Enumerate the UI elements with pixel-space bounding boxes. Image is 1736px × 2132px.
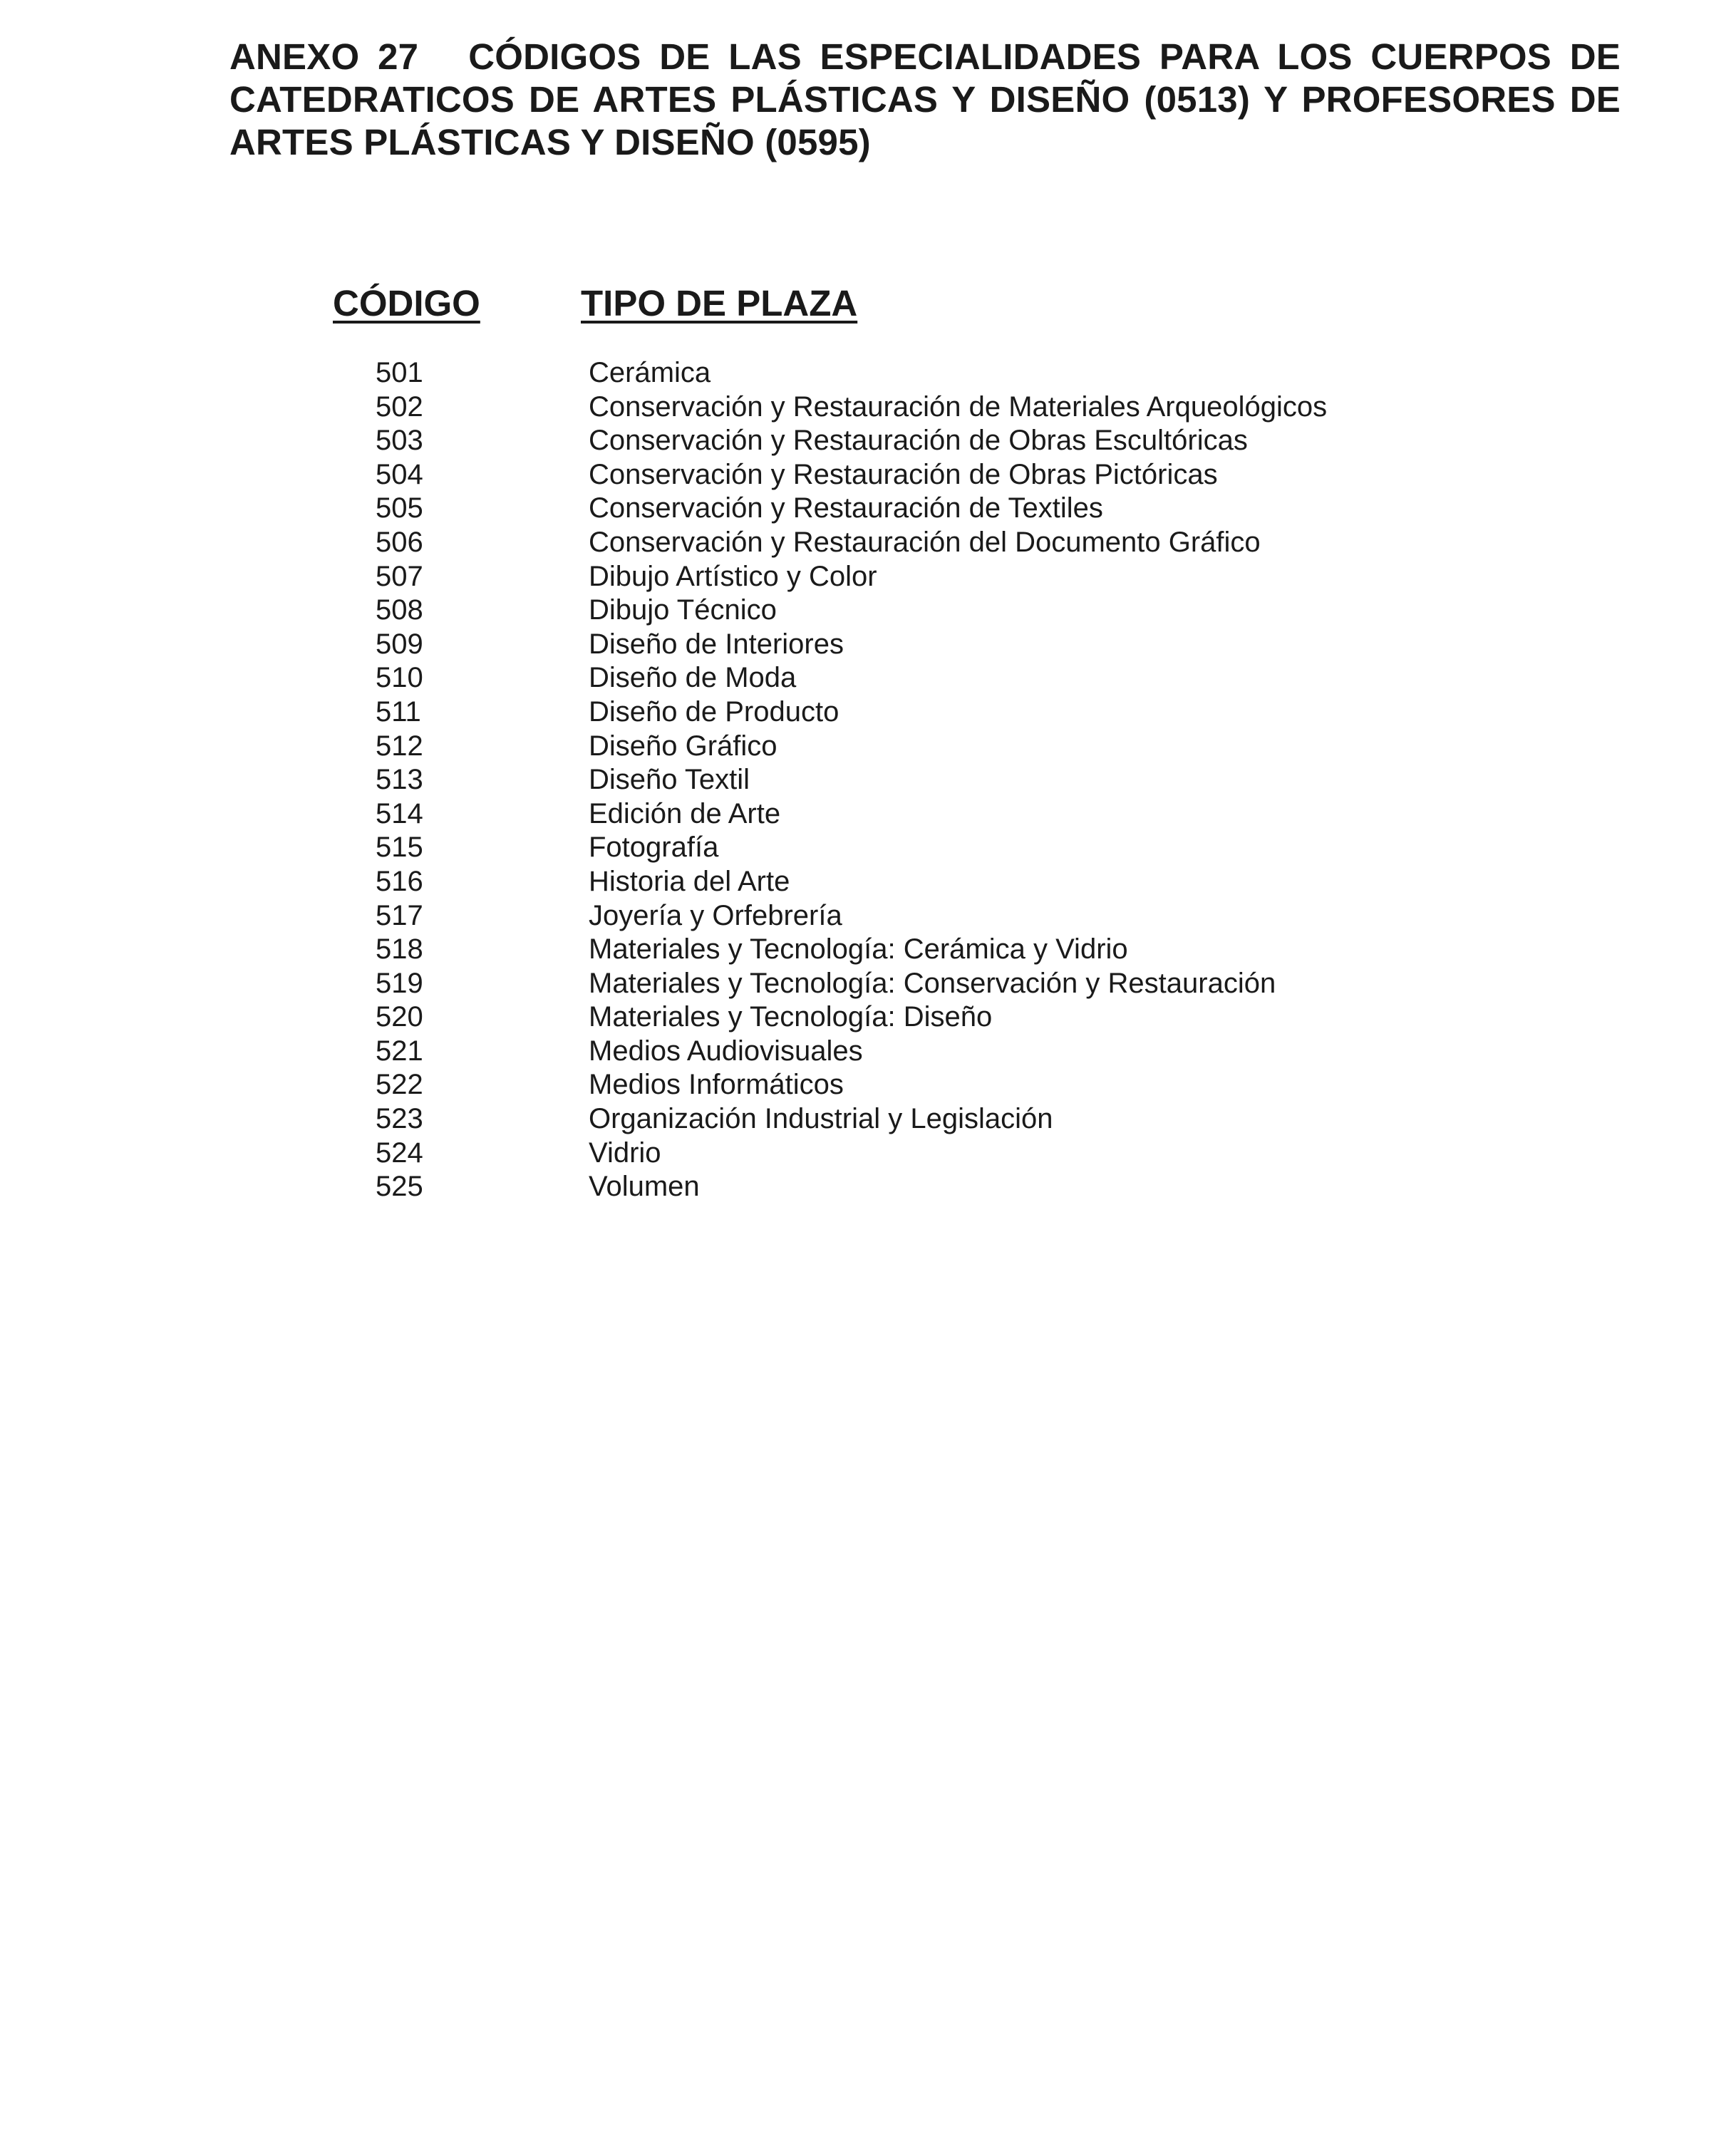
specialty-name: Edición de Arte [589,797,781,829]
specialty-name: Diseño de Producto [589,695,839,728]
specialty-name: Organización Industrial y Legislación [589,1103,1053,1135]
specialty-code: 525 [376,1171,423,1203]
table-row [0,458,1736,492]
specialty-name: Conservación y Restauración de Obras Pictóricas [589,458,1218,490]
specialty-name: Medios Informáticos [589,1069,844,1101]
table-row [0,865,1736,899]
specialty-code: 508 [376,594,423,626]
specialty-name: Diseño Textil [589,764,750,796]
specialty-code: 522 [376,1069,423,1101]
table-row [0,390,1736,425]
specialty-code: 509 [376,628,423,660]
specialty-name: Materiales y Tecnología: Cerámica y Vidrio [589,933,1128,966]
table-row [0,1035,1736,1069]
table-row [0,560,1736,594]
specialty-code: 524 [376,1137,423,1169]
specialty-name: Conservación y Restauración de Textiles [589,492,1103,524]
specialty-code: 518 [376,933,423,966]
table-row [0,628,1736,662]
specialty-name: Joyería y Orfebrería [589,899,842,931]
column-header-type: TIPO DE PLAZA [581,283,858,324]
table-row [0,763,1736,797]
table-row [0,1000,1736,1035]
specialty-code: 507 [376,560,423,592]
specialty-code: 502 [376,390,423,423]
specialty-name: Conservación y Restauración del Documento Gráfico [589,526,1261,558]
specialty-name: Diseño de Moda [589,662,797,694]
specialty-code: 510 [376,662,423,694]
specialty-code: 511 [376,695,421,728]
specialty-name: Diseño Gráfico [589,730,777,762]
table-row [0,492,1736,526]
specialty-name: Vidrio [589,1137,661,1169]
table-row [0,1170,1736,1204]
document-title [229,36,1621,164]
specialty-code: 512 [376,730,423,762]
annex-label: ANEXO 27 [229,36,419,77]
table-row [0,356,1736,390]
specialty-code: 505 [376,492,423,524]
specialty-code: 519 [376,967,423,999]
table-row [0,695,1736,730]
specialty-name: Conservación y Restauración de Obras Escultóricas [589,425,1248,457]
table-row [0,1137,1736,1171]
table-row [0,933,1736,967]
specialty-code: 514 [376,797,423,829]
specialty-name: Materiales y Tecnología: Conservación y Restauración [589,967,1276,999]
table-row [0,899,1736,933]
specialty-code: 504 [376,458,423,490]
table-row [0,831,1736,865]
specialty-name: Historia del Arte [589,865,790,897]
table-row [0,1068,1736,1102]
specialty-code: 515 [376,832,423,864]
specialty-code: 516 [376,865,423,897]
specialty-name: Volumen [589,1171,700,1203]
table-row [0,1102,1736,1137]
specialty-name: Medios Audiovisuales [589,1035,863,1067]
table-row [0,661,1736,695]
specialty-name: Materiales y Tecnología: Diseño [589,1001,993,1033]
specialty-code: 503 [376,425,423,457]
specialty-code: 523 [376,1103,423,1135]
specialty-code: 501 [376,357,423,388]
table-row [0,730,1736,764]
table-row [0,424,1736,458]
table-row [0,526,1736,560]
specialty-name: Diseño de Interiores [589,628,844,660]
table-row [0,967,1736,1001]
specialty-code: 513 [376,764,423,796]
specialty-name: Fotografía [589,832,719,864]
column-header-code: CÓDIGO [333,283,480,324]
table-row [0,797,1736,832]
specialty-code: 520 [376,1001,423,1033]
specialty-code: 506 [376,526,423,558]
specialty-name: Cerámica [589,357,711,388]
table-row [0,594,1736,628]
annex-title: CÓDIGOS DE LAS ESPECIALIDADES PARA LOS CUERPOS DE CATEDRATICOS DE ARTES PLÁSTICAS Y DISEÑO (0513) Y PROFESORES DE ARTES PLÁSTICAS Y DISEÑO (0595) [229,36,1621,162]
specialty-name: Dibujo Artístico y Color [589,560,877,592]
specialty-name: Conservación y Restauración de Materiales Arqueológicos [589,390,1328,423]
specialty-code: 517 [376,899,423,931]
specialty-code: 521 [376,1035,423,1067]
specialty-name: Dibujo Técnico [589,594,777,626]
specialty-list [0,356,1736,1204]
